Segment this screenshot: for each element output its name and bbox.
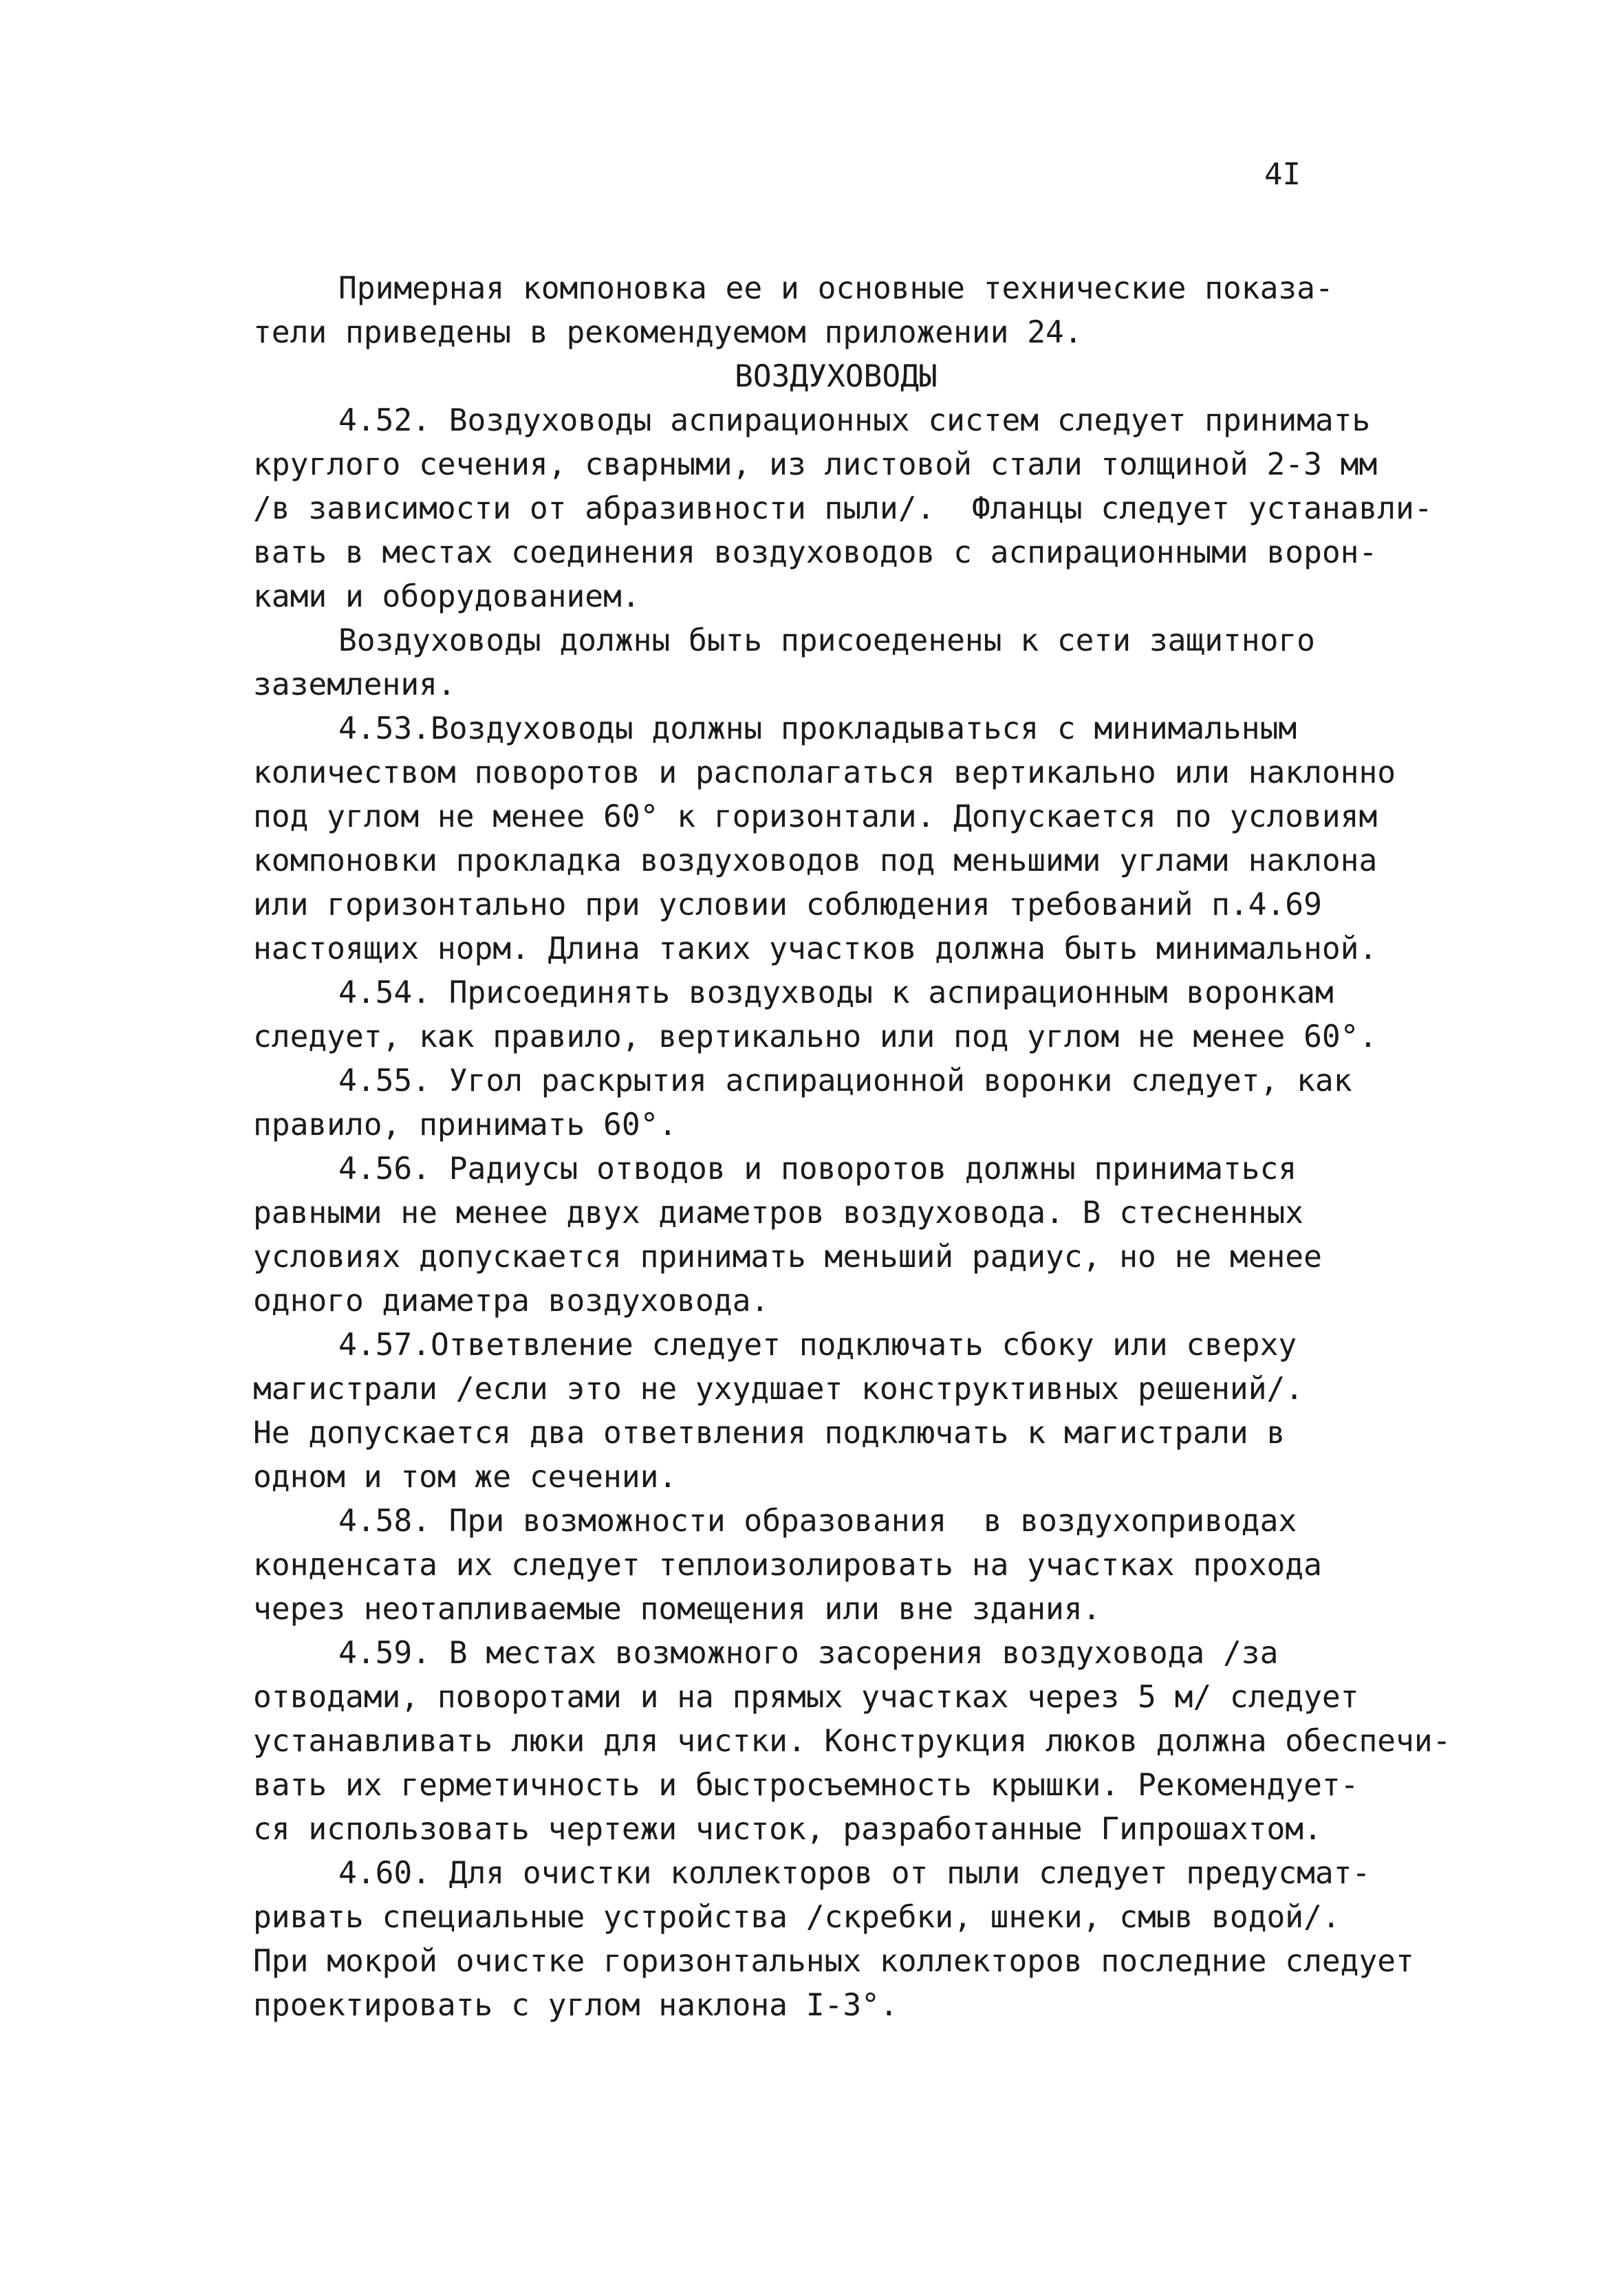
- text-line: 4.56. Радиусы отводов и поворотов должны приниматься: [338, 1151, 1297, 1187]
- text-line: При мокрой очистке горизонтальных коллекторов последние следует: [253, 1944, 1414, 1979]
- text-line: проектировать с углом наклона I-3°.: [253, 1988, 898, 2023]
- text-line: ками и оборудованием.: [253, 579, 640, 614]
- text-line: 4.54. Присоединять воздухводы к аспирационным воронкам: [338, 975, 1334, 1010]
- section-heading: ВОЗДУХОВОДЫ: [735, 359, 938, 394]
- text-line: 4.59. В местах возможного засорения воздуховода /за: [338, 1636, 1279, 1671]
- text-line: Воздуховоды должны быть присоеденены к сети защитного: [338, 623, 1315, 658]
- text-line: компоновки прокладка воздуховодов под меньшими углами наклона: [253, 843, 1378, 878]
- text-line: 4.52. Воздуховоды аспирационных систем следует принимать: [338, 403, 1371, 438]
- text-line: ривать специальные устройства /скребки, шнеки, смыв водой/.: [253, 1900, 1341, 1935]
- text-line: тели приведены в рекомендуемом приложении 24.: [253, 315, 1083, 350]
- text-line: отводами, поворотами и на прямых участках через 5 м/ следует: [253, 1680, 1359, 1715]
- text-line: круглого сечения, сварными, из листовой стали толщиной 2-3 мм: [253, 447, 1378, 482]
- text-line: количеством поворотов и располагаться вертикально или наклонно: [253, 755, 1396, 790]
- text-line: одном и том же сечении.: [253, 1460, 678, 1495]
- text-line: равными не менее двух диаметров воздуховода. В стесненных: [253, 1195, 1304, 1231]
- text-line: следует, как правило, вертикально или под углом не менее 60°.: [253, 1019, 1378, 1054]
- text-line: магистрали /если это не ухудшает конструктивных решений/.: [253, 1372, 1304, 1407]
- text-line: заземления.: [253, 667, 456, 702]
- text-line: через неотапливаемые помещения или вне здания.: [253, 1592, 1101, 1627]
- text-line: Примерная компоновка ее и основные технические показа-: [338, 271, 1334, 306]
- text-line: 4.58. При возможности образования в воздухоприводах: [338, 1504, 1297, 1539]
- text-line: настоящих норм. Длина таких участков должна быть минимальной.: [253, 931, 1378, 966]
- text-line: вать в местах соединения воздуховодов с аспирационными ворон-: [253, 535, 1378, 570]
- text-line: или горизонтально при условии соблюдения требований п.4.69: [253, 887, 1322, 922]
- text-line: 4.60. Для очистки коллекторов от пыли следует предусмат-: [338, 1856, 1371, 1891]
- text-line: /в зависимости от абразивности пыли/. Фланцы следует устанавли-: [253, 491, 1433, 526]
- document-body: [253, 267, 1451, 2028]
- text-line: правило, принимать 60°.: [253, 1107, 678, 1143]
- text-line: Не допускается два ответвления подключать к магистрали в: [253, 1416, 1286, 1451]
- text-line: 4.55. Угол раскрытия аспирационной воронки следует, как: [338, 1063, 1352, 1098]
- text-line: вать их герметичность и быстросъемность крышки. Рекомендует-: [253, 1768, 1359, 1803]
- text-line: 4.57.Ответвление следует подключать сбоку или сверху: [338, 1328, 1297, 1363]
- text-line: одного диаметра воздуховода.: [253, 1284, 770, 1319]
- text-line: 4.53.Воздуховоды должны прокладываться с минимальным: [338, 711, 1297, 746]
- text-line: конденсата их следует теплоизолировать на участках прохода: [253, 1548, 1322, 1583]
- text-line: устанавливать люки для чистки. Конструкция люков должна обеспечи-: [253, 1724, 1451, 1759]
- text-line: ся использовать чертежи чисток, разработанные Гипрошахтом.: [253, 1812, 1322, 1847]
- text-line: под углом не менее 60° к горизонтали. Допускается по условиям: [253, 799, 1378, 834]
- page-number: 4I: [1264, 157, 1301, 192]
- text-line: условиях допускается принимать меньший радиус, но не менее: [253, 1239, 1322, 1275]
